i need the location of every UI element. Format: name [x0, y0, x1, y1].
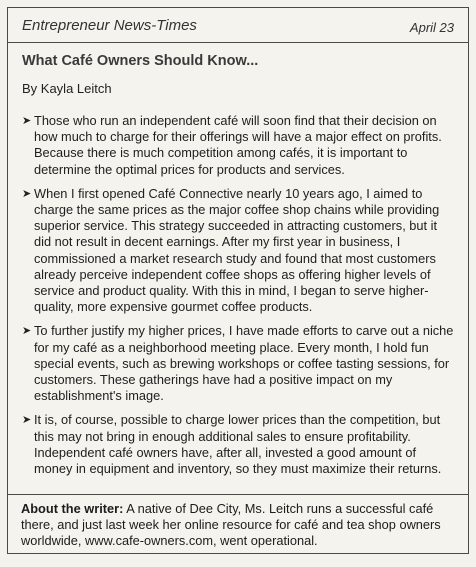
- article-body: [22, 53, 456, 485]
- article-headline: What Café Owners Should Know...: [22, 53, 259, 69]
- paragraph-text: To further justify my higher prices, I have made efforts to carve out a niche for my café as a neighborhood meeting place. Every month, I hold fun special events, such as brewing workshops or coffee tasting sessions, for customers. These gatherings have had a positive impact on my establishment's image.: [34, 323, 454, 404]
- article-paragraph-4: [22, 412, 456, 477]
- article-paragraph-2: [22, 186, 456, 316]
- masthead: [8, 8, 468, 43]
- bullet-arrow-icon: ➤: [22, 414, 32, 427]
- bullet-arrow-icon: ➤: [22, 325, 32, 338]
- about-writer-box: [7, 494, 469, 554]
- bullet-arrow-icon: ➤: [22, 187, 32, 200]
- paragraph-text: It is, of course, possible to charge lower prices than the competition, but this may not bring in enough additional sales to ensure profitability. Independent café owners have, after all, invested a good amount of money in equipment and inventory, so they must maximize their returns.: [34, 412, 442, 477]
- publication-title: Entrepreneur News-Times: [22, 17, 197, 34]
- article-byline: By Kayla Leitch: [22, 81, 112, 96]
- article-frame: [7, 7, 469, 554]
- article-paragraph-1: [22, 113, 456, 178]
- about-writer-text: A native of Dee City, Ms. Leitch runs a successful café there, and just last week her online resource for café and tea shop owners worldwide, www.cafe-owners.com, went operational.: [21, 501, 441, 549]
- about-writer-label: About the writer:: [21, 501, 124, 516]
- paragraph-text: When I first opened Café Connective nearly 10 years ago, I aimed to charge the same prices as the major coffee shop chains while providing superior service. This strategy succeeded in attracting customers, but it did not result in decent earnings. After my first year in business, I commissioned a market research study and found that most customers already perceive independent coffee shops as offering higher levels of service and product quality. With this in mind, I began to serve higher-quality, more expensive gourmet coffee products.: [34, 185, 440, 315]
- bullet-arrow-icon: ➤: [22, 115, 32, 127]
- paragraph-text: Those who run an independent café will soon find that their decision on how much to charge for their offerings will have a major effect on profits. Because there is much competition among cafés, it is important to determine the optimal prices for products and services.: [34, 113, 442, 177]
- article-paragraph-3: [22, 323, 456, 404]
- publication-date: April 23: [409, 20, 454, 35]
